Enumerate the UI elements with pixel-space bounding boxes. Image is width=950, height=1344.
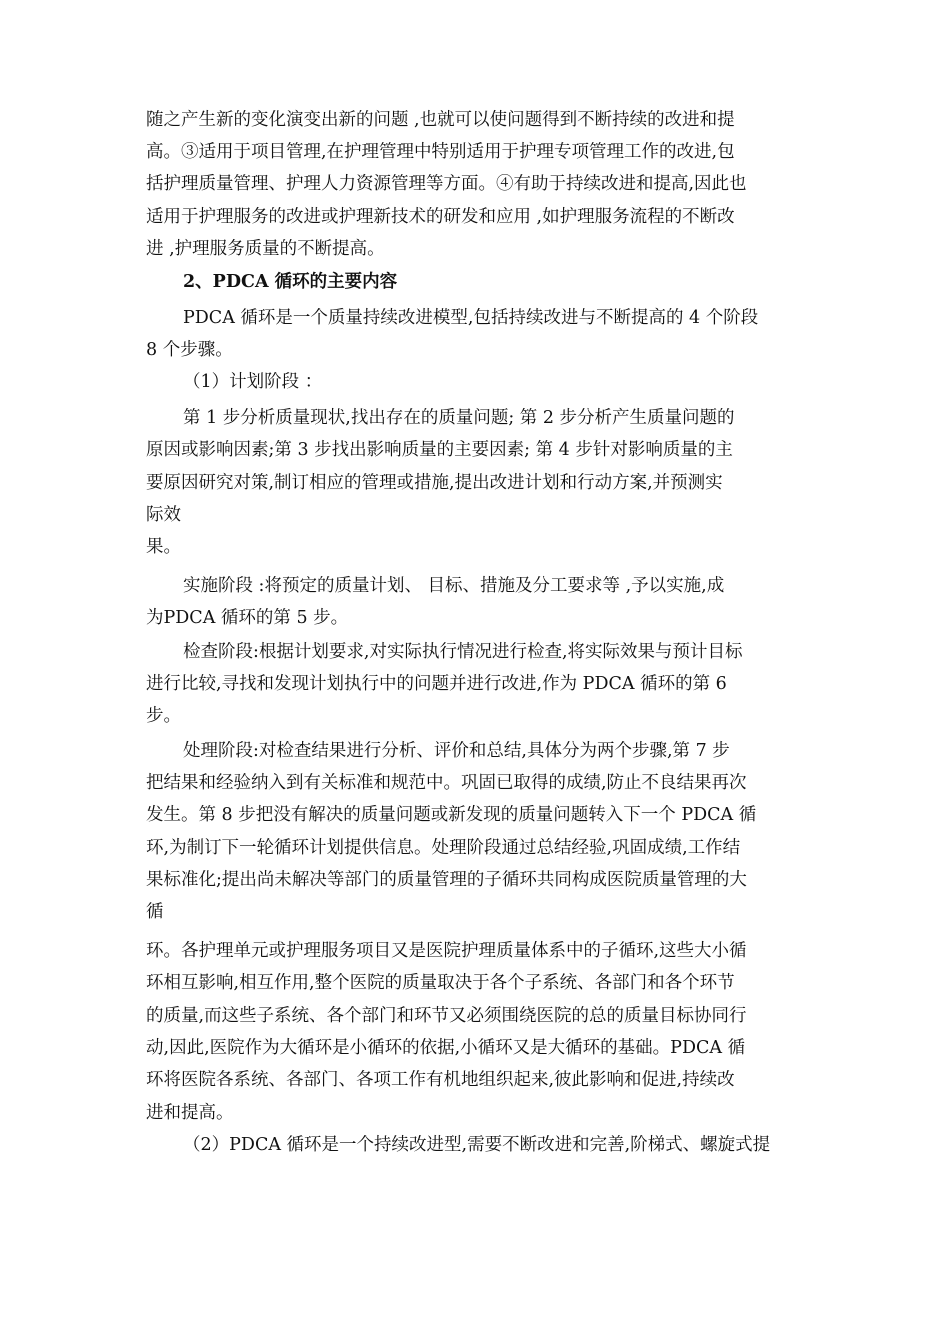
text-line: 为PDCA 循环的第 5 步。	[146, 608, 349, 628]
text-line: 环将医院各系统、各部门、各项工作有机地组织起来,彼此影响和促进,持续改	[146, 1070, 735, 1090]
text-line: 环,为制订下一轮循环计划提供信息。处理阶段通过总结经验,巩固成绩,工作结	[146, 838, 741, 858]
text-line: 原因或影响因素;第 3 步找出影响质量的主要因素; 第 4 步针对影响质量的主	[146, 440, 733, 460]
text-line: 际效	[146, 505, 181, 525]
text-line: 步。	[146, 706, 181, 726]
text-line: 动,因此,医院作为大循环是小循环的依据,小循环又是大循环的基础。PDCA 循	[146, 1038, 746, 1058]
text-line: 进行比较,寻找和发现计划执行中的问题并进行改进,作为 PDCA 循环的第 6	[146, 674, 727, 694]
text-line: （2）PDCA 循环是一个持续改进型,需要不断改进和完善,阶梯式、螺旋式提	[183, 1135, 771, 1155]
text-line: 进 ,护理服务质量的不断提高。	[146, 239, 385, 259]
text-line: 实施阶段 :将预定的质量计划、 目标、措施及分工要求等 ,予以实施,成	[183, 576, 725, 596]
text-line: 果标准化;提出尚未解决等部门的质量管理的子循环共同构成医院质量管理的大	[146, 870, 747, 890]
text-line: 第 1 步分析质量现状,找出存在的质量问题; 第 2 步分析产生质量问题的	[183, 408, 735, 428]
text-line: 处理阶段:对检查结果进行分析、评价和总结,具体分为两个步骤,第 7 步	[183, 741, 730, 761]
text-line: 发生。第 8 步把没有解决的质量问题或新发现的质量问题转入下一个 PDCA 循	[146, 805, 757, 825]
text-line: 进和提高。	[146, 1103, 234, 1123]
text-line: 随之产生新的变化演变出新的问题 ,也就可以使问题得到不断持续的改进和提	[146, 110, 735, 130]
section-heading: 2、PDCA 循环的主要内容	[183, 272, 398, 292]
text-line: 环。各护理单元或护理服务项目又是医院护理质量体系中的子循环,这些大小循	[146, 941, 747, 961]
text-line: 循	[146, 902, 164, 922]
text-line: 括护理质量管理、护理人力资源管理等方面。④有助于持续改进和提高,因此也	[146, 174, 747, 194]
text-line: 的质量,而这些子系统、各个部门和环节又必须围绕医院的总的质量目标协同行	[146, 1006, 747, 1026]
text-line: PDCA 循环是一个质量持续改进模型,包括持续改进与不断提高的 4 个阶段	[183, 308, 759, 328]
text-line: 适用于护理服务的改进或护理新技术的研发和应用 ,如护理服务流程的不断改	[146, 207, 735, 227]
text-line: 8 个步骤。	[146, 340, 233, 360]
text-line: 检查阶段:根据计划要求,对实际执行情况进行检查,将实际效果与预计目标	[183, 642, 743, 662]
text-line: 环相互影响,相互作用,整个医院的质量取决于各个子系统、各部门和各个环节	[146, 973, 735, 993]
text-line: 果。	[146, 537, 181, 557]
text-line: 要原因研究对策,制订相应的管理或措施,提出改进计划和行动方案,并预测实	[146, 473, 723, 493]
text-line: （1）计划阶段 ：	[183, 372, 323, 392]
text-line: 把结果和经验纳入到有关标准和规范中。巩固已取得的成绩,防止不良结果再次	[146, 773, 747, 793]
text-line: 高。③适用于项目管理,在护理管理中特别适用于护理专项管理工作的改进,包	[146, 142, 735, 162]
